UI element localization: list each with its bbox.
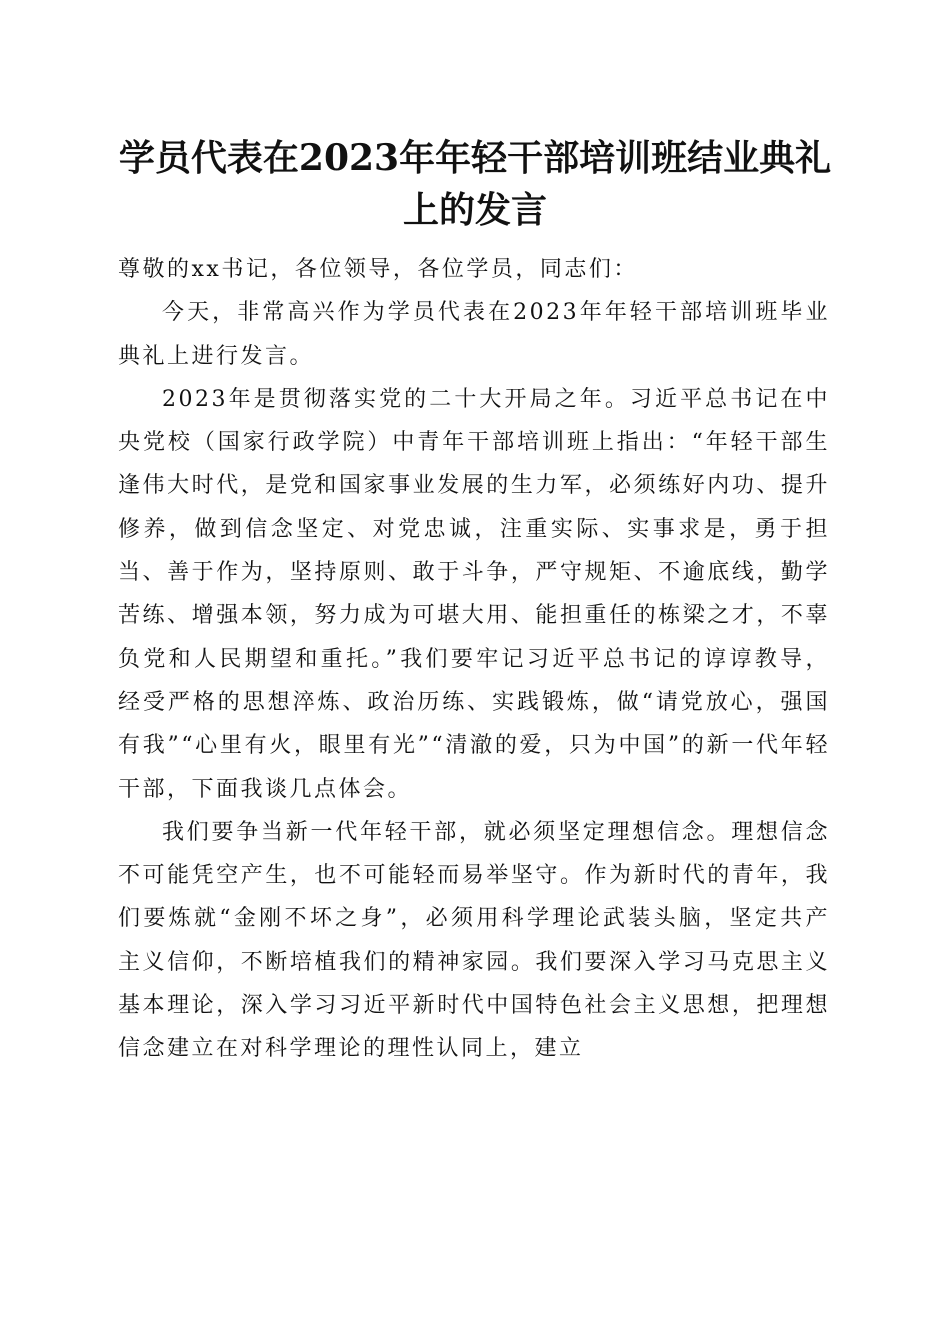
title-line-1: 学员代表在2023年年轻干部培训班结业典礼	[118, 137, 832, 179]
paragraph-2: 2023年是贯彻落实党的二十大开局之年。习近平总书记在中央党校（国家行政学院）中青年干部培训班上指出：“年轻干部生逢伟大时代，是党和国家事业发展的生力军，必须练好内功、提升修养，做到信念坚定、对党忠诚，注重实际、实事求是，勇于担当、善于作为，坚持原则、敢于斗争，严守规矩、不逾底线，勤学苦练、增强本领，努力成为可堪大用、能担重任的栋梁之才，不辜负党和人民期望和重托。”我们要牢记习近平总书记的谆谆教导，经受严格的思想淬炼、政治历练、实践锻炼，做“请党放心，强国有我”“心里有火，眼里有光”“清澈的爱，只为中国”的新一代年轻干部，下面我谈几点体会。	[118, 386, 830, 802]
document-body	[118, 248, 830, 1071]
title-line-2: 上的发言	[402, 189, 547, 231]
document-title	[100, 132, 850, 236]
salutation: 尊敬的xx书记，各位领导，各位学员，同志们：	[118, 257, 638, 282]
paragraph-1: 今天，非常高兴作为学员代表在2023年年轻干部培训班毕业典礼上进行发言。	[118, 300, 830, 369]
paragraph-3: 我们要争当新一代年轻干部，就必须坚定理想信念。理想信念不可能凭空产生，也不可能轻而易举坚守。作为新时代的青年，我们要炼就“金刚不坏之身”，必须用科学理论武装头脑，坚定共产主义信仰，不断培植我们的精神家园。我们要深入学习马克思主义基本理论，深入学习习近平新时代中国特色社会主义思想，把理想信念建立在对科学理论的理性认同上，建立	[118, 819, 830, 1062]
